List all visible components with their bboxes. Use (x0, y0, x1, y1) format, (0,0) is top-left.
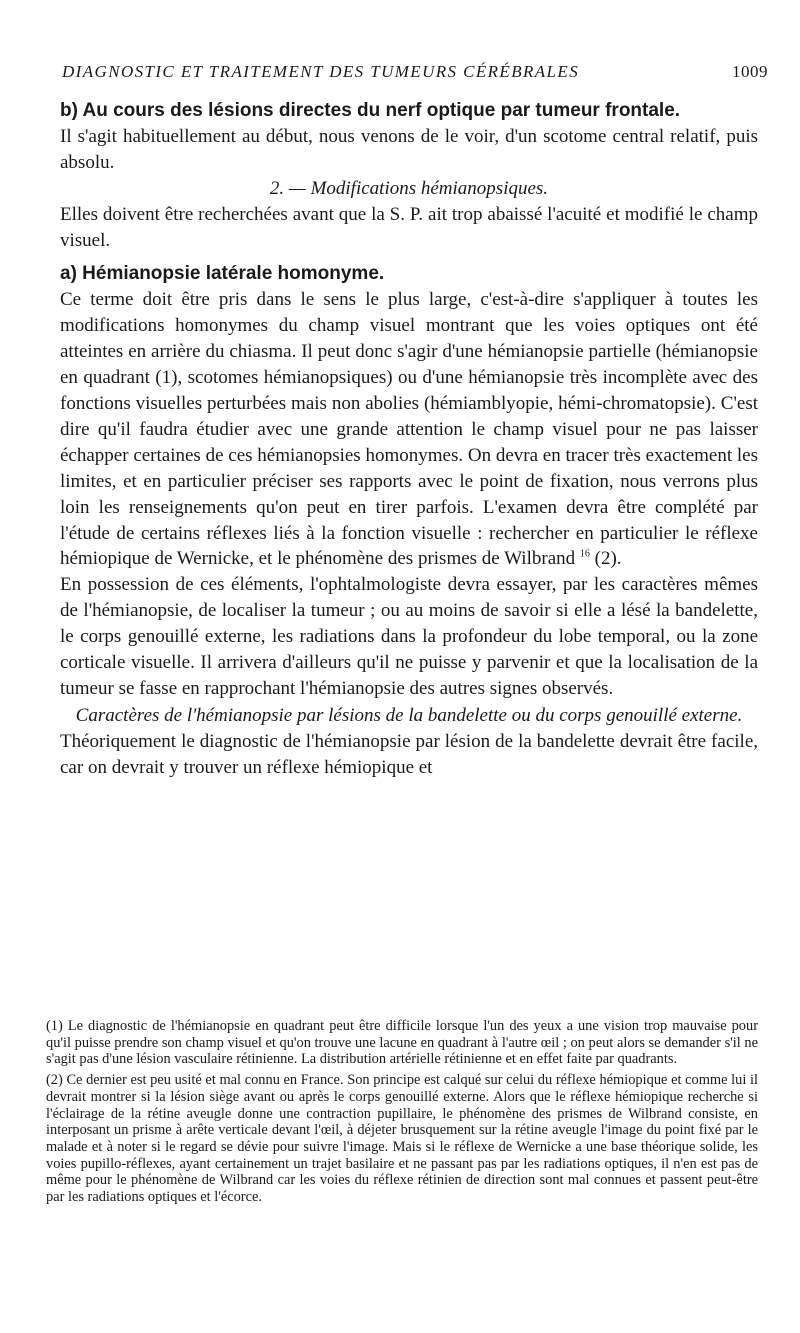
section-b-text: Il s'agit habituellement au début, nous venons de le voir, d'un scotome central relatif, puis absolu. (60, 125, 758, 173)
reference-number: 16 (579, 549, 590, 561)
section-a-paragraph-2: En possession de ces éléments, l'ophtalmologiste devra essayer, par les caractères mêmes de l'hémianopsie, de localiser la tumeur ; ou au moins de savoir si elle a lésé la bandelette, le corps genouillé externe, les radiations dans la profondeur du lobe temporal, ou la zone corticale visuelle. Il arrivera d'ailleurs qu'il ne puisse y parvenir et que la localisation de la tumeur se fasse en rapprochant l'hémianopsie des autres signes observés. (60, 574, 758, 699)
footnote-1: (1) Le diagnostic de l'hémianopsie en quadrant peut être difficile lorsque l'un des yeux a une vision trop mauvaise pour qu'il puisse prendre son champ visuel et qu'on trouve une lacune en quadrant à l'autre œil ; on peut alors se demander s'il ne s'agit pas d'une lésion vasculaire rétinienne. La distribution artérielle rétinienne et en effet faite par quadrants. (46, 1018, 758, 1068)
section-b-heading: b) Au cours des lésions directes du nerf optique par tumeur frontale. (60, 100, 681, 121)
footnotes (46, 1018, 758, 1210)
section-2-title: 2. — Modifications hémianopsiques. (269, 177, 549, 199)
page-number: 1009 (732, 62, 768, 81)
main-text (60, 98, 758, 781)
section-a-heading: a) Hémianopsie latérale homonyme. (60, 263, 385, 285)
section-2-intro: Elles doivent être recherchées avant que la S. P. ait trop abaissé l'acuité et modifié le champ visuel. (60, 203, 758, 251)
section-a-paragraph-1: Ce terme doit être pris dans le sens le plus large, c'est-à-dire s'appliquer à toutes les modifications homonymes du champ visuel montrant que les voies optiques ont été atteintes en arrière du chiasma. Il peut donc s'agir d'une hémianopsie partielle (hémianopsie en quadrant (1), scotomes hémianopsiques) ou d'une hémianopsie très incomplète avec des fonctions visuelles perturbées mais non abolies (hémiamblyopie, hémi-chromatopsie). C'est dire qu'il faudra étudier avec une grande attention le champ visuel pour ne pas laisser échapper certaines de ces hémianopsies homonymes. On devra en tracer très exactement les limites, et en particulier préciser ses rapports avec le point de fixation, nous verrons plus loin les renseignements qu'on peut en tirer parfois. L'examen devra être complété par l'étude de certains réflexes liés à la fonction visuelle : rechercher en particulier le réflexe hémiopique de Wernicke, et le phénomène des prismes de Wilbrand $^{16}$ (2). (60, 289, 758, 570)
subsection-text: Théoriquement le diagnostic de l'hémianopsie par lésion de la bandelette devrait être facile, car on devrait y trouver un réflexe hémiopique et (60, 730, 758, 778)
running-header (62, 62, 768, 82)
running-title: DIAGNOSTIC ET TRAITEMENT DES TUMEURS CÉRÉBRALES (62, 62, 580, 81)
subsection-title: Caractères de l'hémianopsie par lésions de la bandelette ou du corps genouillé externe. (75, 704, 743, 726)
footnote-2: (2) Ce dernier est peu usité et mal connu en France. Son principe est calqué sur celui du réflexe hémiopique et comme lui il devrait montrer si la lésion siège avant ou après le corps genouillé externe. Alors que le réflexe hémiopique recherche si l'éclairage de la rétine aveugle donne une contraction pupillaire, le phénomène des prismes de Wilbrand consiste, en interposant un prisme à arête verticale devant l'œil, à déjeter brusquement sur la rétine aveugle l'image du point fixé par le malade et à noter si le regard se dévie pour suivre l'image. Mais si le réflexe de Wernicke a une base théorique solide, les voies pupillo-réflexes, ayant certainement un trajet basilaire et ne passant pas par les radiations optiques, il n'en est pas de même pour le phénomène de Wilbrand car les voies du réflexe rétinien de direction sont mal connues et passent peut-être par les radiations optiques et l'écorce. (46, 1072, 758, 1206)
